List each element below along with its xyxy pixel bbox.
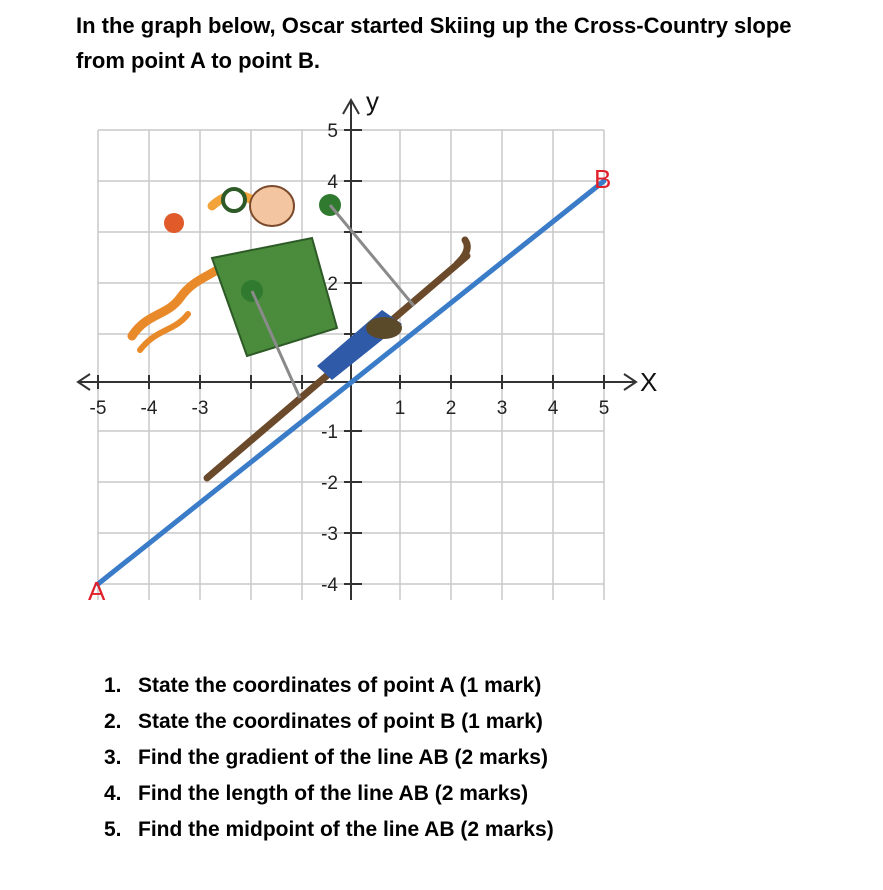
pompom [164,213,184,233]
y-tick-label: -3 [321,524,338,545]
x-tick-label: 1 [394,398,406,419]
x-tick-label: -3 [191,398,209,419]
y-tick-label: -2 [321,473,338,494]
question-text: Find the gradient of the line AB (2 marks) [138,746,548,769]
goggles [223,189,245,211]
question-text: State the coordinates of point B (1 mark) [138,710,543,733]
point-b-label: B [594,164,612,194]
x-tick-labels [90,398,610,419]
question-text: State the coordinates of point A (1 mark) [138,674,542,697]
question-text: Find the length of the line AB (2 marks) [138,782,529,805]
question-text: Find the midpoint of the line AB (2 marks) [138,818,554,841]
x-tick-label: -5 [89,398,107,419]
y-tick-label: -1 [321,422,338,443]
list-item [104,776,554,812]
list-item [104,668,554,704]
graph-svg [62,88,672,608]
list-item [104,704,554,740]
point-a-label: A [88,576,106,606]
y-tick-label: 5 [327,121,338,142]
head [250,186,294,226]
boot [366,317,402,339]
x-tick-label: 4 [547,398,559,419]
x-axis-label: X [640,367,658,397]
x-tick-label: 5 [598,398,610,419]
x-tick-label: -4 [140,398,158,419]
x-tick-label: 3 [496,398,508,419]
y-tick-label: 2 [327,274,338,295]
y-tick-label: -4 [321,575,338,596]
y-tick-label: 4 [327,172,338,193]
x-tick-label: 2 [445,398,457,419]
question-number: 4. [104,782,122,805]
question-number: 3. [104,746,122,769]
intro-line-1: In the graph below, Oscar started Skiing up the Cross-Country slope [76,13,792,38]
intro-line-2: from point A to point B. [76,48,320,73]
question-number: 2. [104,710,122,733]
y-axis-label: y [366,88,379,116]
coordinate-graph [62,88,672,608]
question-number: 5. [104,818,122,841]
right-pole [330,205,414,306]
question-list [104,668,554,848]
question-intro [76,8,876,78]
list-item [104,740,554,776]
question-number: 1. [104,674,122,697]
list-item [104,812,554,848]
